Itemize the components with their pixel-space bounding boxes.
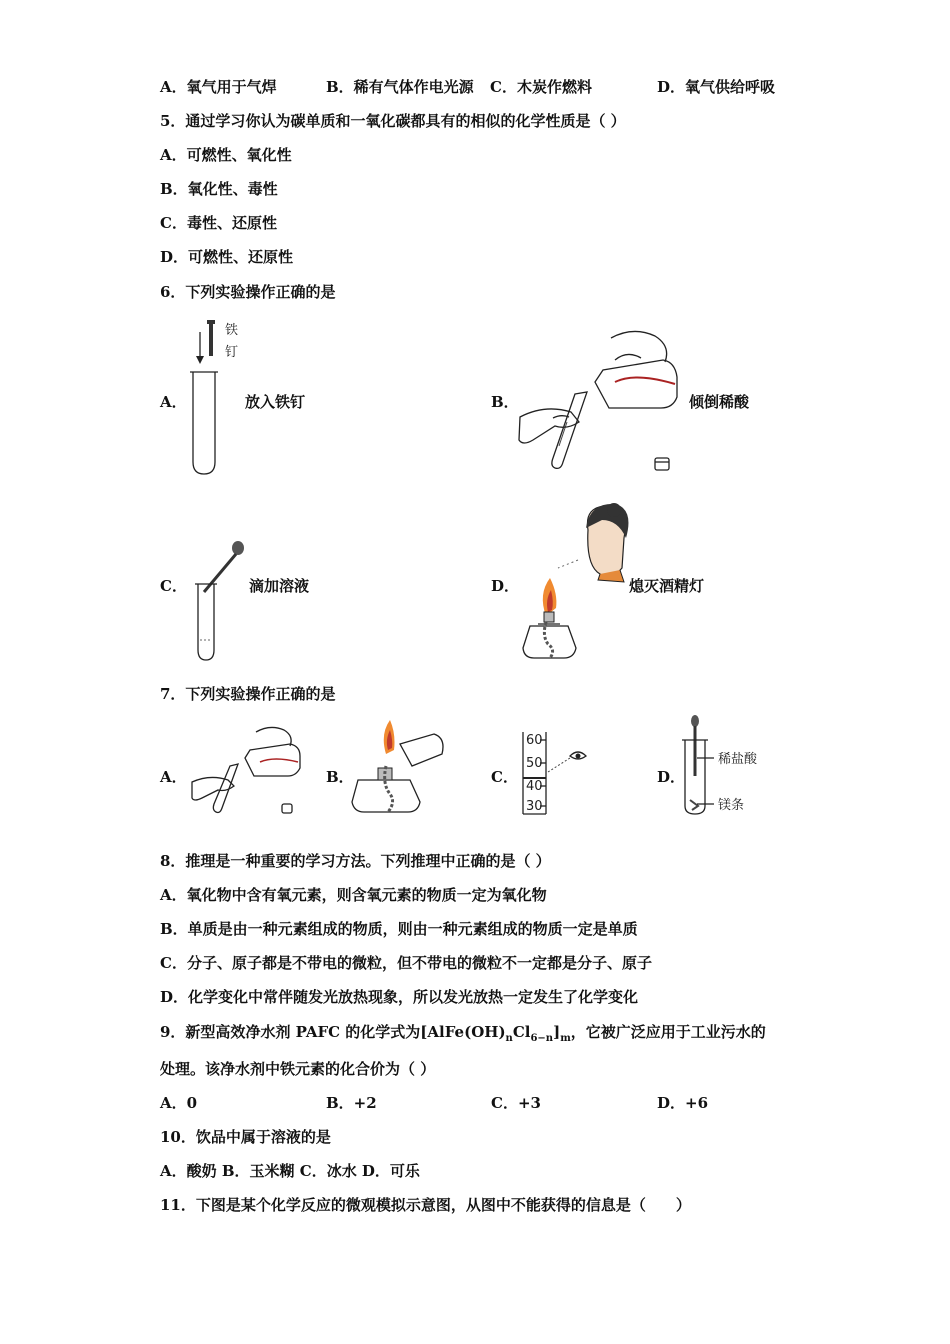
q7-letter-a: A． <box>160 768 187 786</box>
nail-label-2: 钉 <box>225 345 239 360</box>
q8-option-d: D．化学变化中常伴随发光放热现象，所以发光放热一定发生了化学变化 <box>160 988 639 1006</box>
q5-option-d: D．可燃性、还原性 <box>160 248 294 266</box>
q6-letter-c: C． <box>160 577 187 595</box>
q9-cl: Cl <box>512 1023 531 1041</box>
nail-label-1: 铁 <box>225 323 239 338</box>
q8-option-a: A．氧化物中含有氧元素，则含氧元素的物质一定为氧化物 <box>160 886 547 904</box>
q8-stem: 8．推理是一种重要的学习方法。下列推理中正确的是（ ） <box>160 852 551 870</box>
q6-blow-lamp-illustration <box>518 498 628 668</box>
tick-60: 60 <box>526 733 543 748</box>
q6-dropper-illustration <box>190 540 250 665</box>
q7-lamp-illustration <box>350 714 450 819</box>
q7-letter-b: B． <box>326 768 354 786</box>
q6-letter-a: A． <box>160 393 187 411</box>
q5-option-c: C．毒性、还原性 <box>160 214 277 232</box>
q6-letter-d: D． <box>491 577 520 595</box>
q9-option-b: B．+2 <box>326 1094 377 1112</box>
q6-pour-acid-illustration <box>515 322 685 477</box>
q9-bracket: ] <box>553 1023 561 1041</box>
q9-stem-line2: 处理。该净水剂中铁元素的化合价为（ ） <box>160 1060 436 1078</box>
q9-option-d: D．+6 <box>657 1094 709 1112</box>
q4-option-a: A．氧气用于气焊 <box>160 78 277 96</box>
tick-50: 50 <box>526 756 543 771</box>
q6-caption-a: 放入铁钉 <box>245 393 306 411</box>
q6-caption-b: 倾倒稀酸 <box>689 393 750 411</box>
q6-caption-c: 滴加溶液 <box>249 577 310 595</box>
q6-caption-d: 熄灭酒精灯 <box>629 577 705 595</box>
q11-stem: 11．下图是某个化学反应的微观模拟示意图，从图中不能获得的信息是（ ） <box>160 1196 691 1214</box>
q7-letter-d: D． <box>657 768 686 786</box>
ribbon-label: 镁条 <box>718 798 745 813</box>
q7-letter-c: C． <box>491 768 518 786</box>
tick-40: 40 <box>526 779 543 794</box>
q5-option-b: B．氧化性、毒性 <box>160 180 278 198</box>
q8-option-c: C．分子、原子都是不带电的微粒，但不带电的微粒不一定都是分子、原子 <box>160 954 652 972</box>
acid-label: 稀盐酸 <box>718 752 758 767</box>
q9-stem-prefix: 9．新型高效净水剂 PAFC 的化学式为[AlFe(OH) <box>160 1023 506 1041</box>
q8-option-b: B．单质是由一种元素组成的物质，则由一种元素组成的物质一定是单质 <box>160 920 638 938</box>
q6-stem: 6．下列实验操作正确的是 <box>160 283 336 301</box>
q5-stem: 5．通过学习你认为碳单质和一氧化碳都具有的相似的化学性质是（ ） <box>160 112 626 130</box>
q9-option-c: C．+3 <box>491 1094 541 1112</box>
q5-option-a: A．可燃性、氧化性 <box>160 146 292 164</box>
q10-stem: 10．饮品中属于溶液的是 <box>160 1128 331 1146</box>
q9-option-a: A．0 <box>160 1094 198 1112</box>
q9-sub-m: m <box>560 1033 571 1044</box>
q9-stem-suffix: ，它被广泛应用于工业污水的 <box>570 1023 766 1041</box>
q4-option-d: D．氧气供给呼吸 <box>657 78 776 96</box>
q9-sub-n: n <box>505 1033 513 1044</box>
q10-options: A．酸奶 B．玉米糊 C．冰水 D．可乐 <box>160 1162 420 1180</box>
q7-stem: 7．下列实验操作正确的是 <box>160 685 336 703</box>
q7-magnesium-illustration <box>680 714 780 819</box>
q7-pour-illustration <box>190 722 310 817</box>
q4-option-c: C．木炭作燃料 <box>490 78 592 96</box>
q4-option-b: B．稀有气体作电光源 <box>326 78 474 96</box>
q7-cylinder-illustration <box>518 728 598 818</box>
tick-30: 30 <box>526 799 543 814</box>
q9-sub-6n: 6−n <box>530 1033 554 1044</box>
q6-letter-b: B． <box>491 393 519 411</box>
q9-stem-line1 <box>160 1022 766 1049</box>
